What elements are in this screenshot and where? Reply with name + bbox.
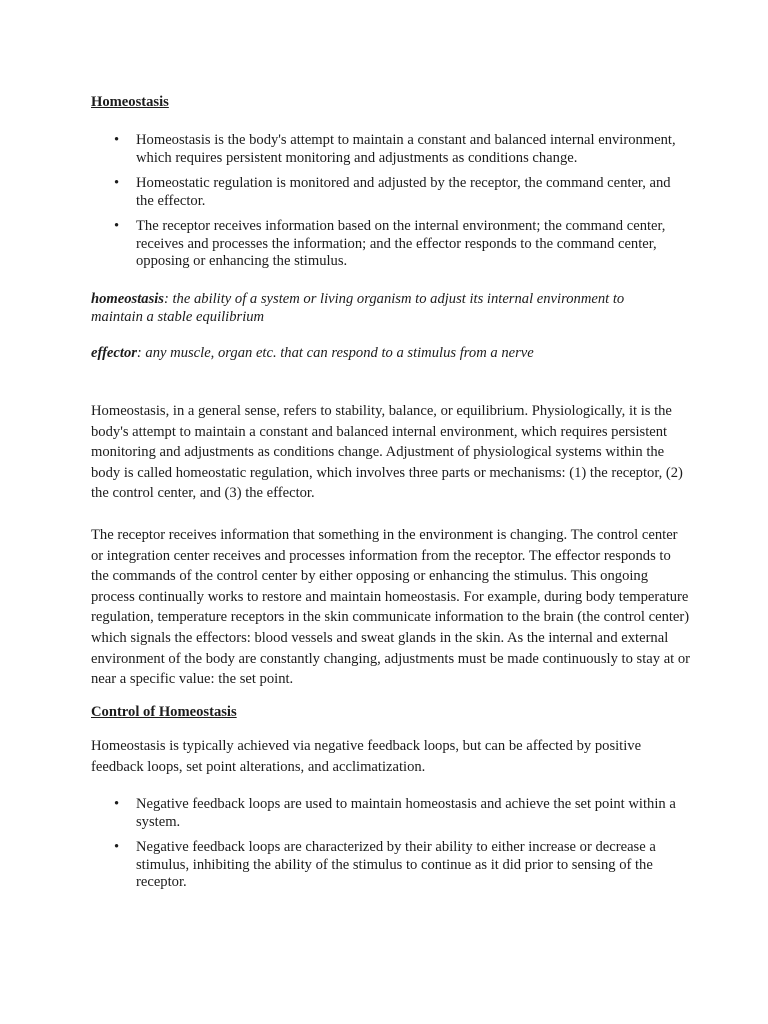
list-item bbox=[91, 796, 691, 831]
paragraph-control-intro: Homeostasis is typically achieved via negative feedback loops, but can be affected by positive feedback loops, set point alterations, and acclimatization. bbox=[91, 738, 642, 775]
definition-term: effector bbox=[91, 345, 137, 361]
control-bullet-list bbox=[91, 796, 691, 900]
list-item bbox=[91, 132, 691, 167]
definition-effector bbox=[91, 344, 671, 362]
definition-text: : the ability of a system or living organism to adjust its internal environment to maintain a stable equilibrium bbox=[91, 291, 625, 325]
bullet-glyph: • bbox=[114, 839, 120, 855]
list-item bbox=[91, 839, 691, 892]
bullet-glyph: • bbox=[114, 175, 120, 191]
bullet-glyph: • bbox=[114, 218, 120, 234]
definition-text: : any muscle, organ etc. that can respond to a stimulus from a nerve bbox=[136, 345, 534, 361]
definition-term: homeostasis bbox=[91, 291, 164, 307]
list-item-text: The receptor receives information based on the internal environment; the command center, receives and processes the information; and the effector responds to the command center, opposing or enhancing the stimulus. bbox=[136, 218, 666, 269]
list-item-text: Negative feedback loops are used to maintain homeostasis and achieve the set point within a system. bbox=[136, 796, 676, 830]
homeostasis-bullet-list bbox=[91, 132, 691, 279]
bullet-glyph: • bbox=[114, 796, 120, 812]
bullet-glyph: • bbox=[114, 132, 120, 148]
list-item-text: Negative feedback loops are characterized by their ability to either increase or decrease a stimulus, inhibiting the ability of the stimulus to continue as it did prior to sensing of the receptor. bbox=[136, 839, 656, 890]
list-item-text: Homeostasis is the body's attempt to maintain a constant and balanced internal environment, which requires persistent monitoring and adjustments as conditions change. bbox=[136, 132, 676, 166]
paragraph-homeostasis-overview: Homeostasis, in a general sense, refers to stability, balance, or equilibrium. Physiologically, it is the body's attempt to maintain a constant and balanced internal environment, which requires persistent monitoring and adjustments as conditions change. Adjustment of physiological systems within the body is called homeostatic regulation, which involves three parts or mechanisms: (1) the receptor, (2) the control center, and (3) the effector. bbox=[91, 403, 683, 502]
section-heading-control-of-homeostasis: Control of Homeostasis bbox=[91, 704, 237, 720]
list-item-text: Homeostatic regulation is monitored and adjusted by the receptor, the command center, and the effector. bbox=[136, 175, 671, 209]
list-item bbox=[91, 175, 691, 210]
definition-homeostasis bbox=[91, 290, 671, 326]
paragraph-receptor-process: The receptor receives information that something in the environment is changing. The control center or integration center receives and processes information from the receptor. The effector responds to the commands of the control center by either opposing or enhancing the stimulus. This ongoing process continually works to restore and maintain homeostasis. For example, during body temperature regulation, temperature receptors in the skin communicate information to the brain (the control center) which signals the effectors: blood vessels and sweat glands in the skin. As the internal and external environment of the body are constantly changing, adjustments must be made continuously to stay at or near a specific value: the set point. bbox=[91, 527, 691, 688]
section-heading-homeostasis: Homeostasis bbox=[91, 94, 169, 110]
list-item bbox=[91, 218, 691, 271]
